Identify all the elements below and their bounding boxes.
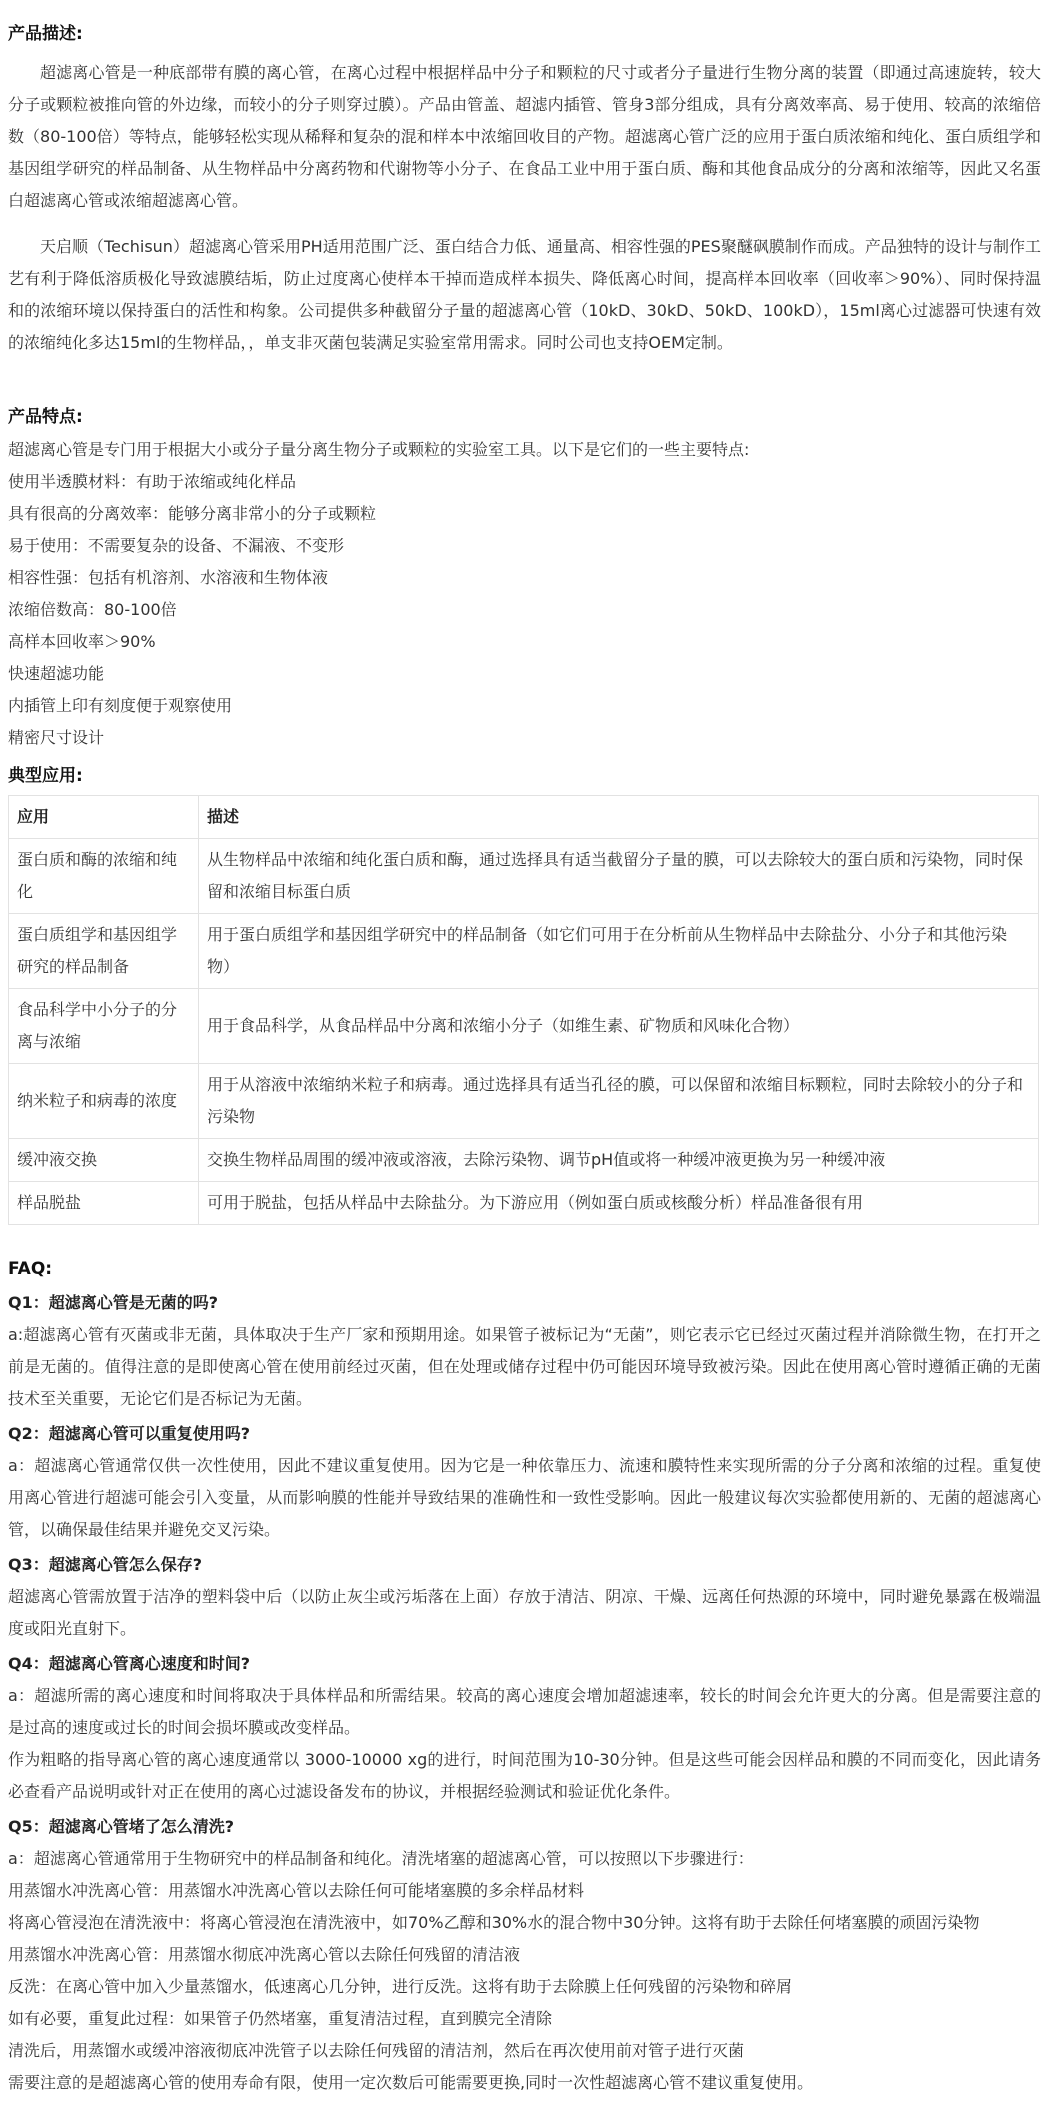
faq-answer-paragraph: 用蒸馏水冲洗离心管：用蒸馏水彻底冲洗离心管以去除任何残留的清洁液 [8,1944,521,1964]
application-cell: 纳米粒子和病毒的浓度 [9,1063,199,1138]
feature-item: 具有很高的分离效率：能够分离非常小的分子或颗粒 [8,503,377,523]
application-cell: 蛋白质组学和基因组学研究的样品制备 [9,913,199,988]
table-header-description: 描述 [199,795,1039,838]
faq-question-3: Q3：超滤离心管怎么保存? [8,1554,203,1574]
application-cell: 缓冲液交换 [9,1138,199,1181]
faq-answer-paragraph: a:超滤离心管有灭菌或非无菌，具体取决于生产厂家和预期用途。如果管子被标记为“无菌”，则它表示它已经过灭菌过程并消除微生物，在打开之前是无菌的。值得注意的是即使离心管在使用前经过灭菌，但在处理或储存过程中仍可能因环境导致被污染。因此在使用离心管时遵循正确的无菌技术至关重要，无论它们是否标记为无菌。 [8,1324,1041,1408]
description-cell: 从生物样品中浓缩和纯化蛋白质和酶，通过选择具有适当截留分子量的膜，可以去除较大的蛋白质和污染物，同时保留和浓缩目标蛋白质 [199,838,1039,913]
feature-item: 相容性强：包括有机溶剂、水溶液和生物体液 [8,567,329,587]
faq-answer-paragraph: a：超滤离心管通常仅供一次性使用，因此不建议重复使用。因为它是一种依靠压力、流速和膜特性来实现所需的分子分离和浓缩的过程。重复使用离心管进行超滤可能会引入变量，从而影响膜的性能并导致结果的准确性和一致性受影响。因此一般建议每次实验都使用新的、无菌的超滤离心管，以确保最佳结果并避免交叉污染。 [8,1455,1041,1539]
faq-answer-paragraph: 需要注意的是超滤离心管的使用寿命有限，使用一定次数后可能需要更换,同时一次性超滤离心管不建议重复使用。 [8,2072,814,2092]
section-heading-product-features: 产品特点: [8,406,83,427]
application-cell: 样品脱盐 [9,1181,199,1224]
feature-item: 快速超滤功能 [8,663,105,683]
table-row [9,1181,1039,1224]
description-cell: 用于食品科学，从食品样品中分离和浓缩小分子（如维生素、矿物质和风味化合物） [199,988,1039,1063]
table-header-row [9,795,1039,838]
section-heading-typical-applications: 典型应用: [8,765,83,786]
feature-item: 精密尺寸设计 [8,727,105,747]
feature-item: 高样本回收率＞90% [8,631,156,651]
faq-answer-paragraph: 清洗后，用蒸馏水或缓冲溶液彻底冲洗管子以去除任何残留的清洁剂，然后在再次使用前对管子进行灭菌 [8,2040,745,2060]
feature-item: 内插管上印有刻度便于观察使用 [8,695,233,715]
description-cell: 可用于脱盐，包括从样品中去除盐分。为下游应用（例如蛋白质或核酸分析）样品准备很有用 [199,1181,1039,1224]
faq-question-5: Q5：超滤离心管堵了怎么清洗? [8,1816,235,1836]
table-row [9,1063,1039,1138]
table-row [9,1138,1039,1181]
feature-item: 使用半透膜材料：有助于浓缩或纯化样品 [8,471,297,491]
description-cell: 用于从溶液中浓缩纳米粒子和病毒。通过选择具有适当孔径的膜，可以保留和浓缩目标颗粒，同时去除较小的分子和污染物 [199,1063,1039,1138]
table-row [9,838,1039,913]
applications-table [8,795,1039,1225]
faq-answer-paragraph: a：超滤所需的离心速度和时间将取决于具体样品和所需结果。较高的离心速度会增加超滤速率，较长的时间会允许更大的分离。但是需要注意的是过高的速度或过长的时间会损坏膜或改变样品。 [8,1685,1041,1737]
product-features-intro: 超滤离心管是专门用于根据大小或分子量分离生物分子或颗粒的实验室工具。以下是它们的一些主要特点: [8,439,750,459]
faq-answer-paragraph: 超滤离心管需放置于洁净的塑料袋中后（以防止灰尘或污垢落在上面）存放于清洁、阴凉、干燥、远离任何热源的环境中，同时避免暴露在极端温度或阳光直射下。 [8,1586,1041,1638]
faq-question-4: Q4：超滤离心管离心速度和时间? [8,1653,251,1673]
faq-answer-paragraph: 将离心管浸泡在清洗液中：将离心管浸泡在清洗液中，如70%乙醇和30%水的混合物中30分钟。这将有助于去除任何堵塞膜的顽固污染物 [8,1912,980,1932]
faq-answer-paragraph: 用蒸馏水冲洗离心管：用蒸馏水冲洗离心管以去除任何可能堵塞膜的多余样品材料 [8,1880,585,1900]
faq-question-1: Q1：超滤离心管是无菌的吗? [8,1292,219,1312]
product-description-paragraph: 超滤离心管是一种底部带有膜的离心管，在离心过程中根据样品中分子和颗粒的尺寸或者分子量进行生物分离的装置（即通过高速旋转，较大分子或颗粒被推向管的外边缘，而较小的分子则穿过膜）。产品由管盖、超滤内插管、管身3部分组成，具有分离效率高、易于使用、较高的浓缩倍数（80-100倍）等特点，能够轻松实现从稀释和复杂的混和样本中浓缩回收目的产物。超滤离心管广泛的应用于蛋白质浓缩和纯化、蛋白质组学和基因组学研究的样品制备、从生物样品中分离药物和代谢物等小分子、在食品工业中用于蛋白质、酶和其他食品成分的分离和浓缩等，因此又名蛋白超滤离心管或浓缩超滤离心管。 [8,62,1041,210]
faq-answer-paragraph: 反洗：在离心管中加入少量蒸馏水，低速离心几分钟，进行反洗。这将有助于去除膜上任何残留的污染物和碎屑 [8,1976,793,1996]
product-detail-document [8,20,1041,2099]
application-cell: 食品科学中小分子的分离与浓缩 [9,988,199,1063]
feature-item: 浓缩倍数高：80-100倍 [8,599,177,619]
table-row [9,913,1039,988]
product-description-paragraph: 天启顺（Techisun）超滤离心管采用PH适用范围广泛、蛋白结合力低、通量高、相容性强的PES聚醚砜膜制作而成。产品独特的设计与制作工艺有利于降低溶质极化导致滤膜结垢，防止过度离心使样本干掉而造成样本损失、降低离心时间，提高样本回收率（回收率＞90%）、同时保持温和的浓缩环境以保持蛋白的活性和构象。公司提供多种截留分子量的超滤离心管（10kD、30kD、50kD、100kD），15ml离心过滤器可快速有效的浓缩纯化多达15ml的生物样品，，单支非灭菌包装满足实验室常用需求。同时公司也支持OEM定制。 [8,236,1041,352]
description-cell: 交换生物样品周围的缓冲液或溶液，去除污染物、调节pH值或将一种缓冲液更换为另一种缓冲液 [199,1138,1039,1181]
description-cell: 用于蛋白质组学和基因组学研究中的样品制备（如它们可用于在分析前从生物样品中去除盐分、小分子和其他污染物） [199,913,1039,988]
faq-answer-paragraph: a：超滤离心管通常用于生物研究中的样品制备和纯化。清洗堵塞的超滤离心管，可以按照以下步骤进行： [8,1848,754,1868]
faq-answer-paragraph: 作为粗略的指导离心管的离心速度通常以 3000-10000 xg的进行，时间范围为10-30分钟。但是这些可能会因样品和膜的不同而变化，因此请务必查看产品说明或针对正在使用的离心过滤设备发布的协议，并根据经验测试和验证优化条件。 [8,1749,1041,1801]
faq-answer-paragraph: 如有必要，重复此过程：如果管子仍然堵塞，重复清洁过程，直到膜完全清除 [8,2008,553,2028]
application-cell: 蛋白质和酶的浓缩和纯化 [9,838,199,913]
section-heading-product-description: 产品描述: [8,24,83,44]
faq-question-2: Q2：超滤离心管可以重复使用吗? [8,1423,251,1443]
table-row [9,988,1039,1063]
feature-item: 易于使用：不需要复杂的设备、不漏液、不变形 [8,535,345,555]
section-heading-faq: FAQ: [8,1258,53,1279]
table-header-application: 应用 [9,795,199,838]
